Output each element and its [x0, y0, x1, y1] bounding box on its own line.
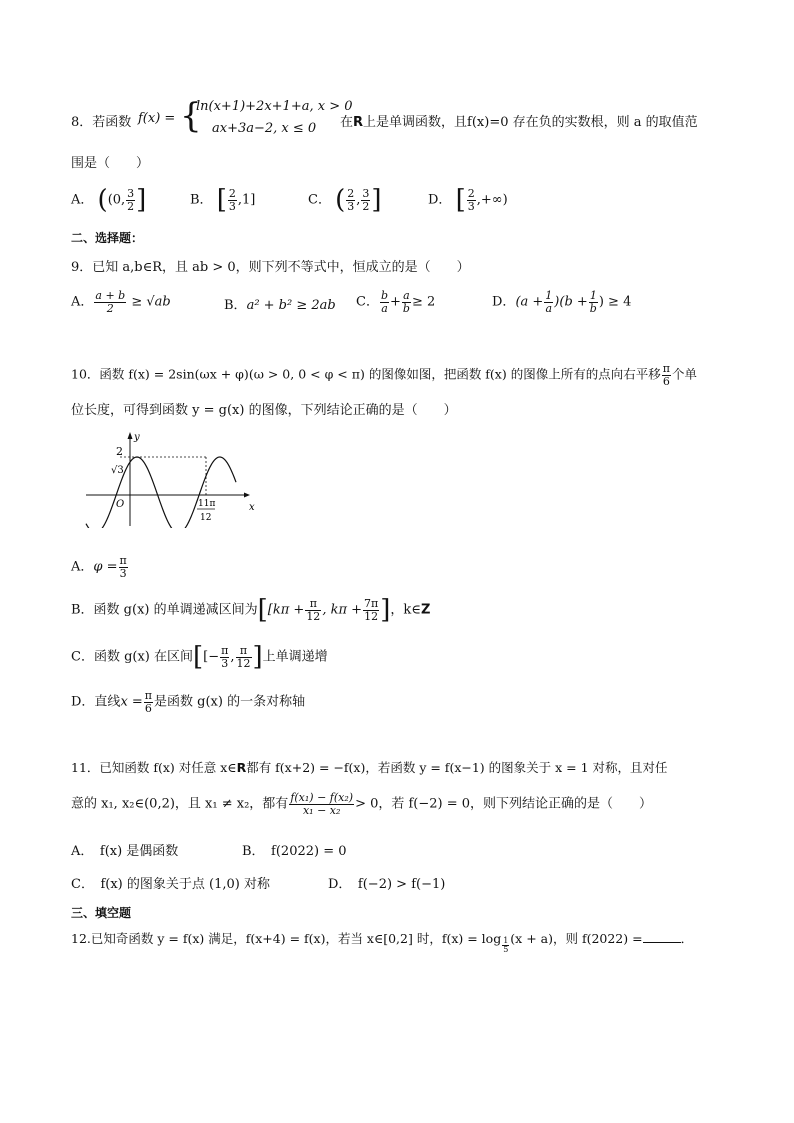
- q10-b-z: Z: [420, 602, 431, 618]
- q9-c-num1: b: [380, 289, 388, 302]
- q9-d-den1: a: [545, 301, 553, 315]
- q11-line1-b: 都有 f(x+2) = −f(x)，若函数 y = f(x−1) 的图象关于 x = 1 对称，且对任: [246, 760, 668, 775]
- q8-option-d-label: D．: [428, 192, 452, 208]
- q10-c-comma: ,: [230, 649, 235, 665]
- q10-d-den: 6: [144, 701, 152, 715]
- q10-sine-graph: [84, 428, 264, 528]
- q10-d-x: x =: [120, 694, 143, 710]
- y-axis-label: y: [134, 432, 140, 443]
- q8-case2: ax+3a−2, x ≤ 0: [212, 121, 317, 136]
- q10-c-num1: π: [221, 644, 229, 657]
- q11-option-d[interactable]: D． f(−2) > f(−1): [328, 877, 446, 892]
- q10-b-part2: , kπ +: [322, 602, 363, 618]
- q8-a-frac: [126, 188, 135, 212]
- q9-d-num2: 1: [589, 289, 597, 302]
- q12-answer-blank[interactable]: [643, 930, 681, 943]
- q8-brace: {: [180, 96, 202, 136]
- q8-b-open: [: [216, 185, 227, 216]
- q8-c-frac1: [346, 188, 355, 212]
- q8-a-open: (: [97, 185, 108, 216]
- q8-option-a-label: A．: [71, 192, 94, 208]
- q10-option-b[interactable]: [71, 595, 431, 626]
- q12-log-base: [502, 937, 509, 955]
- q8-a-zero: (0,: [107, 192, 126, 208]
- q8-text-b: 上是单调函数，且: [363, 115, 468, 130]
- q10-c-den2: 12: [236, 656, 251, 670]
- q8-c-open: (: [335, 185, 346, 216]
- section-2-heading: 二、选择题：: [71, 231, 144, 245]
- q10-c-rest: 上单调递增: [262, 649, 328, 665]
- q10-option-d[interactable]: [71, 690, 305, 714]
- q9-a-num: a + b: [95, 289, 126, 302]
- q10-option-c[interactable]: [71, 642, 328, 673]
- q8-b-num: 2: [228, 187, 236, 200]
- q10-option-d-text: D．直线: [71, 694, 121, 710]
- q9-option-c[interactable]: [356, 290, 435, 314]
- sine-curve: [86, 457, 236, 528]
- q8-option-c[interactable]: [308, 185, 382, 216]
- q11-line1: [71, 758, 668, 776]
- q10-c-num2: π: [236, 645, 252, 658]
- q10-line2: 位长度，可得到函数 y = g(x) 的图像，下列结论正确的是（ ）: [71, 403, 457, 418]
- q11-line2-a: 意的 x₁, x₂∈(0,2)，且 x₁ ≠ x₂，都有: [71, 796, 289, 812]
- q10-c-minus: [−: [203, 649, 220, 665]
- q10-c-open: [: [193, 642, 204, 673]
- q8-d-frac: [467, 188, 476, 212]
- q9-d-part2: )(b +: [554, 294, 588, 310]
- q11-line1-a: 11．已知函数 f(x) 对任意 x∈: [71, 760, 237, 775]
- q9-c-rest: ≥ 2: [411, 294, 436, 310]
- q10-a-den: 3: [119, 566, 127, 580]
- tick-label-11pi-num: 11π: [198, 499, 216, 509]
- y-axis-arrow: [128, 432, 133, 439]
- q9-c-den1: a: [381, 301, 388, 315]
- q10-b-open: [: [257, 595, 268, 626]
- q10-line1-text: 10．函数 f(x) = 2sin(ωx + φ)(ω > 0, 0 < φ < π) 的图像如图，把函数 f(x) 的图像上所有的点向右平移: [71, 366, 661, 382]
- q11-option-a[interactable]: A． f(x) 是偶函数: [71, 844, 179, 859]
- q11-frac: [289, 792, 354, 816]
- q8-a-close: ]: [136, 185, 147, 216]
- q8-number: 8．若函数: [71, 115, 132, 130]
- q8-c-den2: 2: [362, 199, 370, 213]
- q9-d-num1: 1: [545, 289, 553, 302]
- q9-c-frac2: [402, 290, 411, 314]
- q11-frac-num: f(x₁) − f(x₂): [290, 791, 354, 804]
- q10-d-rest: 是函数 g(x) 的一条对称轴: [154, 694, 306, 710]
- q10-shift-frac: [662, 363, 671, 387]
- q8-d-den: 3: [467, 199, 475, 213]
- q10-option-a-label: A．: [71, 559, 94, 575]
- tick-label-sqrt3: √3: [111, 465, 124, 476]
- q10-b-k: ，k∈: [390, 602, 421, 618]
- q8-c-num2: 3: [362, 187, 370, 200]
- q12-base-num: 1: [503, 935, 509, 945]
- q8-b-rest: ,1]: [237, 192, 256, 208]
- q10-option-b-text: B．函数 g(x) 的单调递减区间为: [71, 602, 258, 618]
- q9-option-c-label: C．: [356, 294, 379, 310]
- q8-case1: ln(x+1)+2x+1+a, x > 0: [196, 99, 353, 114]
- q10-b-close: ]: [380, 595, 391, 626]
- q8-b-den: 3: [228, 199, 236, 213]
- q9-option-d[interactable]: [492, 290, 631, 314]
- q10-c-close: ]: [252, 642, 263, 673]
- q8-d-open: [: [455, 185, 466, 216]
- q8-text-a: 在: [340, 115, 354, 130]
- q11-option-b[interactable]: B． f(2022) = 0: [242, 844, 347, 859]
- q11-frac-den: x₁ − x₂: [302, 803, 341, 817]
- q9-option-d-label: D．: [492, 294, 516, 310]
- x-axis-label: x: [249, 502, 255, 513]
- q8-c-num1: 2: [347, 187, 355, 200]
- tick-label-2: 2: [116, 445, 123, 458]
- q8-c-frac2: [361, 188, 370, 212]
- q12-text-a: 12.已知奇函数 y = f(x) 满足，f(x+4) = f(x)，若当 x∈[0,2] 时，f(x) = log: [71, 931, 502, 946]
- q9-d-rest: ) ≥ 4: [598, 294, 632, 310]
- q10-b-num1: π: [305, 598, 321, 611]
- q10-line1-end: 个单: [671, 366, 697, 382]
- tick-label-11pi-den: 12: [200, 513, 212, 523]
- q9-c-num2: a: [403, 289, 410, 302]
- q9-c-den2: b: [402, 301, 410, 315]
- q10-d-frac: [144, 690, 153, 714]
- q9-d-frac2: [589, 290, 598, 314]
- q10-b-part1: [kπ +: [267, 602, 305, 618]
- q10-a-phi: φ =: [93, 559, 118, 575]
- q9-b-val: a² + b² ≥ 2ab: [246, 298, 336, 313]
- q9-a-frac: [94, 290, 126, 314]
- q9-option-a-label: A．: [71, 294, 94, 310]
- q8-c-close: ]: [371, 185, 382, 216]
- q8-option-a[interactable]: [71, 185, 147, 216]
- q10-d-num: π: [144, 689, 153, 702]
- q10-option-a[interactable]: [71, 555, 129, 579]
- q10-c-frac2: [236, 645, 252, 669]
- q8-a-num: 3: [127, 187, 135, 200]
- q9-d-part1: (a +: [515, 294, 544, 310]
- q11-line2-b: > 0，若 f(−2) = 0，则下列结论正确的是（ ）: [355, 796, 653, 812]
- q9-d-den2: b: [589, 301, 597, 315]
- section-3-heading: 三、填空题: [71, 906, 132, 920]
- q8-text-c: f(x)=0 存在负的实数根，则 a 的取值范: [467, 115, 698, 130]
- q10-a-frac: [119, 555, 128, 579]
- q10-c-den1: 3: [221, 656, 229, 670]
- q8-c-den1: 3: [347, 199, 355, 213]
- q10-c-frac1: [220, 645, 229, 669]
- q10-shift-num: π: [662, 362, 670, 375]
- q10-b-frac1: [305, 598, 321, 622]
- q11-line2: [71, 792, 652, 816]
- q12-end: ．: [680, 931, 694, 946]
- q10-b-den2: 12: [364, 609, 379, 623]
- q8-option-b[interactable]: [190, 185, 256, 216]
- q8-function-name: f(x) =: [138, 111, 176, 126]
- q8-condition: [340, 111, 698, 130]
- q10-b-frac2: [363, 598, 379, 622]
- q9-option-b[interactable]: [224, 294, 336, 313]
- q9-stem: 9．已知 a,b∈R，且 ab > 0，则下列不等式中，恒成立的是（ ）: [71, 260, 470, 275]
- q12-line: [71, 929, 693, 954]
- q9-option-a[interactable]: [71, 290, 171, 314]
- q9-option-b-label: B．: [224, 298, 247, 313]
- q8-bold-r: R: [353, 115, 364, 130]
- q9-c-frac1: [380, 290, 389, 314]
- x-axis-arrow: [244, 493, 250, 498]
- q12-base-den: 5: [503, 945, 509, 954]
- q10-b-num2: 7π: [364, 597, 379, 610]
- q8-c-comma: ,: [356, 192, 361, 208]
- q8-option-d[interactable]: [428, 185, 508, 216]
- q11-option-c[interactable]: C． f(x) 的图象关于点 (1,0) 对称: [71, 877, 270, 892]
- q8-d-num: 2: [467, 187, 475, 200]
- q9-c-plus: +: [390, 294, 401, 310]
- q12-text-b: (x + a)，则 f(2022) =: [510, 931, 643, 946]
- q9-d-frac1: [544, 290, 553, 314]
- q8-option-c-label: C．: [308, 192, 331, 208]
- q8-option-b-label: B．: [190, 192, 213, 208]
- q10-shift-den: 6: [662, 374, 670, 388]
- q10-a-num: π: [119, 554, 127, 567]
- q8-a-den: 2: [127, 199, 135, 213]
- q11-bold-r: R: [236, 760, 247, 775]
- q10-option-c-text: C．函数 g(x) 在区间: [71, 649, 194, 665]
- q10-line1: [71, 363, 697, 387]
- q10-b-den1: 12: [306, 609, 321, 623]
- origin-label: O: [116, 499, 125, 510]
- q9-a-rest: ≥ √ab: [127, 294, 171, 310]
- q8-d-rest: ,+∞): [476, 192, 508, 208]
- q8-line2: 围是（ ）: [71, 156, 150, 171]
- q9-a-den: 2: [106, 301, 114, 315]
- q8-b-frac: [228, 188, 237, 212]
